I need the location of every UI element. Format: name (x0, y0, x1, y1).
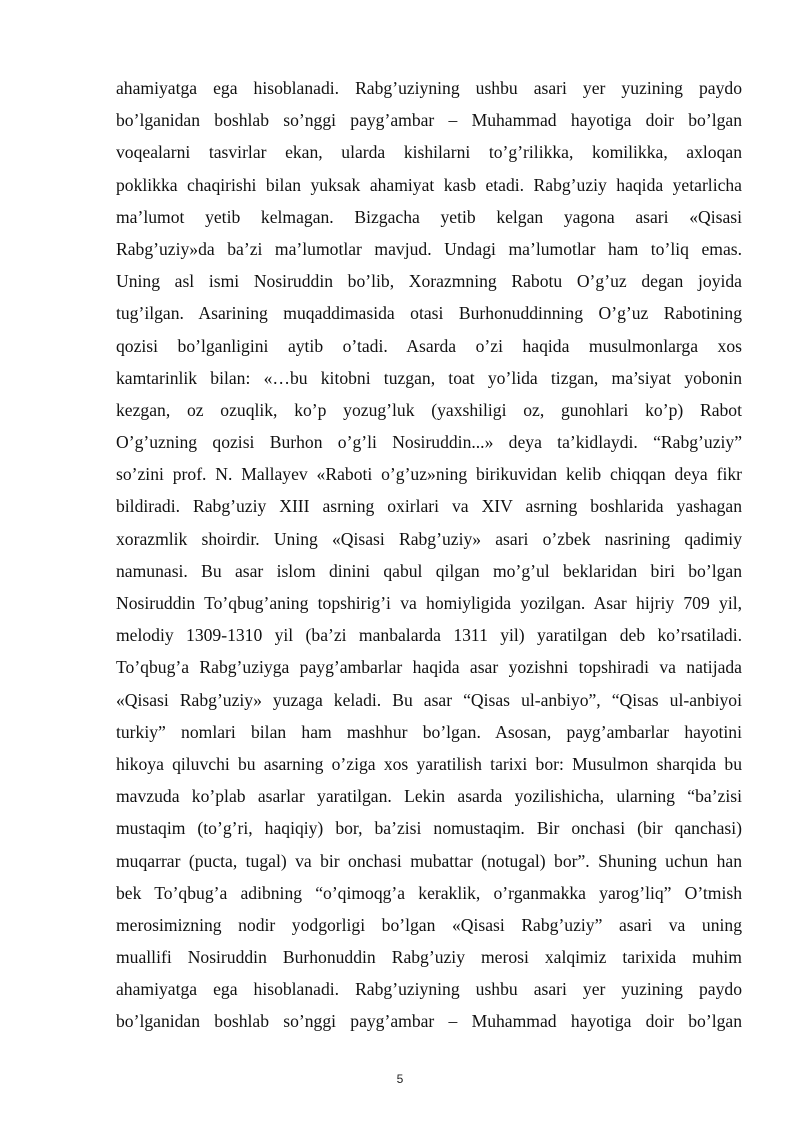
body-paragraph (116, 72, 742, 1038)
text-line: kezgan, oz ozuqlik, ko’p yozug’luk (yaxshiligi oz, gunohlari ko’p) Rabot (116, 399, 742, 420)
text-line: O’g’uzning qozisi Burhon o’g’li Nosiruddin...» deya ta’kidlaydi. “Rabg’uziy” (116, 432, 742, 453)
text-line: muallifi Nosiruddin Burhonuddin Rabg’uziy merosi xalqimiz tarixida muhim (116, 947, 742, 968)
text-line: bo’lganidan boshlab so’nggi payg’ambar – Muhammad hayotiga doir bo’lgan (116, 110, 742, 131)
text-line: Nosiruddin To’qbug’aning topshirig’i va homiyligida yozilgan. Asar hijriy 709 yil, (116, 593, 742, 613)
text-line: poklikka chaqirishi bilan yuksak ahamiyat kasb etadi. Rabg’uziy haqida yetarlicha (116, 174, 742, 195)
text-line: To’qbug’a Rabg’uziyga payg’ambarlar haqida asar yozishni topshiradi va natijada (116, 657, 742, 678)
text-line: xorazmlik shoirdir. Uning «Qisasi Rabg’uziy» asari o’zbek nasrining qadimiy (116, 528, 742, 549)
text-line: bildiradi. Rabg’uziy XIII asrning oxirlari va XIV asrning boshlarida yashagan (116, 496, 742, 517)
text-line: mustaqim (to’g’ri, haqiqiy) bor, ba’zisi nomustaqim. Bir onchasi (bir qanchasi) (116, 818, 742, 839)
text-line: hikoya qiluvchi bu asarning o’ziga xos yaratilish tarixi bor: Musulmon sharqida bu (116, 753, 742, 774)
text-line: melodiy 1309-1310 yil (ba’zi manbalarda 1311 yil) yaratilgan deb ko’rsatiladi. (116, 625, 742, 646)
text-line: turkiy” nomlari bilan ham mashhur bo’lgan. Asosan, payg’ambarlar hayotini (116, 721, 742, 742)
text-line: bek To’qbug’a adibning “o’qimoqg’a keraklik, o’rganmakka yarog’liq” O’tmish (116, 882, 742, 903)
text-line: muqarrar (pucta, tugal) va bir onchasi mubattar (notugal) bor”. Shuning uchun han (116, 850, 742, 871)
text-line: mavzuda ko’plab asarlar yaratilgan. Lekin asarda yozilishicha, ularning “ba’zisi (116, 786, 742, 807)
text-line: merosimizning nodir yodgorligi bo’lgan «Qisasi Rabg’uziy” asari va uning (116, 914, 742, 935)
text-line: bo’lganidan boshlab so’nggi payg’ambar – Muhammad hayotiga doir bo’lgan (116, 1011, 742, 1032)
page-number: 5 (396, 1072, 404, 1086)
text-line: Uning asl ismi Nosiruddin bo’lib, Xorazmning Rabotu O’g’uz degan joyida (116, 271, 742, 292)
text-line: voqealarni tasvirlar ekan, ularda kishilarni to’g’rilikka, komilikka, axloqan (116, 142, 742, 163)
text-line: ahamiyatga ega hisoblanadi. Rabg’uziyning ushbu asari yer yuzining paydo (116, 78, 742, 98)
text-line: tug’ilgan. Asarining muqaddimasida otasi Burhonuddinning O’g’uz Rabotining (116, 303, 742, 324)
text-line: so’zini prof. N. Mallayev «Raboti o’g’uz»ning birikuvidan kelib chiqqan deya fikr (116, 464, 742, 485)
text-line: «Qisasi Rabg’uziy» yuzaga keladi. Bu asar “Qisas ul-anbiyo”, “Qisas ul-anbiyoi (116, 689, 742, 710)
text-line: kamtarinlik bilan: «…bu kitobni tuzgan, toat yo’lida tizgan, ma’siyat yobonin (116, 367, 742, 388)
text-line: ahamiyatga ega hisoblanadi. Rabg’uziyning ushbu asari yer yuzining paydo (116, 979, 742, 1000)
text-line: ma’lumot yetib kelmagan. Bizgacha yetib kelgan yagona asari «Qisasi (116, 206, 742, 227)
text-line: Rabg’uziy»da ba’zi ma’lumotlar mavjud. Undagi ma’lumotlar ham to’liq emas. (116, 238, 742, 259)
text-line: qozisi bo’lganligini aytib o’tadi. Asarda o’zi haqida musulmonlarga xos (116, 335, 742, 356)
text-line: namunasi. Bu asar islom dinini qabul qilgan mo’g’ul beklaridan biri bo’lgan (116, 560, 742, 581)
